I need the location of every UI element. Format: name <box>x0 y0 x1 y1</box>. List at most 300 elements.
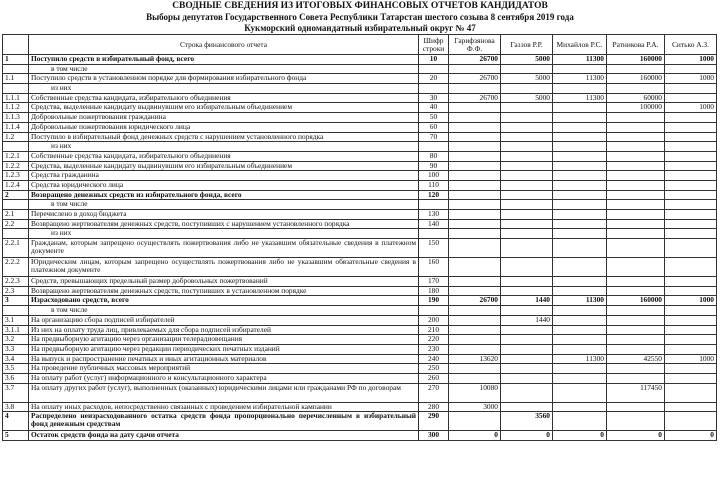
row-code: 30 <box>419 93 449 103</box>
row-code: 10 <box>419 55 449 65</box>
row-code <box>419 84 449 94</box>
row-value: 0 <box>607 431 665 441</box>
row-value <box>449 190 501 200</box>
row-value <box>501 190 553 200</box>
row-value: 3560 <box>501 412 553 431</box>
row-value <box>501 171 553 181</box>
row-value <box>553 364 607 374</box>
row-code: 150 <box>419 239 449 258</box>
row-text: Поступило средств в избирательный фонд, всего <box>29 55 419 65</box>
row-value <box>607 315 665 325</box>
table-row <box>3 277 717 287</box>
row-value <box>449 103 501 113</box>
row-text: Поступило средств в установленном порядке для формирования избирательного фонда <box>29 74 419 84</box>
row-value <box>553 122 607 132</box>
row-value <box>501 180 553 190</box>
row-value <box>607 402 665 412</box>
row-value <box>449 412 501 431</box>
row-number <box>3 84 29 94</box>
row-value <box>665 286 717 296</box>
row-value <box>501 383 553 402</box>
row-text: На оплату других работ (услуг), выполненных (оказанных) юридическими лицами или гражданами РФ по договорам <box>29 383 419 402</box>
row-value <box>449 142 501 152</box>
row-value: 26700 <box>449 74 501 84</box>
header-line: Строка финансового отчета <box>29 35 419 55</box>
table-row <box>3 200 717 210</box>
row-text: Собственные средства кандидата, избирательного объединения <box>29 93 419 103</box>
row-value: 26700 <box>449 296 501 306</box>
row-code: 130 <box>419 210 449 220</box>
table-row <box>3 74 717 84</box>
row-code: 240 <box>419 354 449 364</box>
row-value <box>553 64 607 74</box>
row-number: 2.2.1 <box>3 239 29 258</box>
row-value <box>607 344 665 354</box>
row-text: Израсходовано средств, всего <box>29 296 419 306</box>
row-code: 280 <box>419 402 449 412</box>
row-value <box>449 161 501 171</box>
row-text: Юридическим лицам, которым запрещено осуществлять пожертвования либо не указавшим обязательные сведения в платежном документе <box>29 258 419 277</box>
row-code: 170 <box>419 277 449 287</box>
table-row <box>3 354 717 364</box>
header-candidate: Ратникова Р.А. <box>607 35 665 55</box>
row-value <box>501 286 553 296</box>
row-number: 1.1.4 <box>3 122 29 132</box>
row-value <box>553 335 607 345</box>
row-number: 1.1 <box>3 74 29 84</box>
row-value <box>553 132 607 142</box>
row-code: 210 <box>419 325 449 335</box>
row-text: Собственные средства кандидата, избирательного объединения <box>29 151 419 161</box>
row-code: 230 <box>419 344 449 354</box>
table-row <box>3 229 717 239</box>
row-value <box>501 142 553 152</box>
row-code: 90 <box>419 161 449 171</box>
table-row <box>3 373 717 383</box>
row-value <box>665 93 717 103</box>
row-value <box>501 364 553 374</box>
row-value <box>553 161 607 171</box>
row-code <box>419 142 449 152</box>
row-value: 1440 <box>501 296 553 306</box>
row-value <box>607 277 665 287</box>
row-value <box>501 344 553 354</box>
row-value <box>665 229 717 239</box>
row-value <box>665 239 717 258</box>
row-value <box>553 344 607 354</box>
row-value <box>501 306 553 316</box>
row-value <box>449 277 501 287</box>
row-text: Средств, превышающих предельный размер добровольных пожертвований <box>29 277 419 287</box>
row-value <box>607 142 665 152</box>
row-text: Возвращено жертвователям денежных средств, поступивших с нарушением установленного порядка <box>29 219 419 229</box>
table-row <box>3 412 717 431</box>
row-value: 160000 <box>607 296 665 306</box>
row-value <box>449 364 501 374</box>
row-code: 120 <box>419 190 449 200</box>
row-value <box>607 64 665 74</box>
row-value: 1000 <box>665 103 717 113</box>
row-value <box>553 210 607 220</box>
row-value <box>449 200 501 210</box>
row-value <box>665 171 717 181</box>
row-value <box>665 190 717 200</box>
row-value <box>449 315 501 325</box>
row-value <box>607 373 665 383</box>
row-value <box>553 325 607 335</box>
row-value: 1000 <box>665 55 717 65</box>
row-value: 1000 <box>665 296 717 306</box>
row-value <box>553 219 607 229</box>
row-value <box>553 373 607 383</box>
row-value <box>665 335 717 345</box>
table-row <box>3 258 717 277</box>
row-value <box>665 210 717 220</box>
row-number: 1.1.1 <box>3 93 29 103</box>
row-number: 2.2.2 <box>3 258 29 277</box>
row-value <box>449 286 501 296</box>
row-value <box>553 200 607 210</box>
row-text: Поступило в избирательный фонд денежных средств с нарушением установленного порядка <box>29 132 419 142</box>
row-value <box>449 219 501 229</box>
row-value <box>553 383 607 402</box>
row-number: 1.2.4 <box>3 180 29 190</box>
row-value <box>665 306 717 316</box>
table-row <box>3 210 717 220</box>
row-value <box>449 210 501 220</box>
row-value <box>553 306 607 316</box>
table-row <box>3 103 717 113</box>
report-title: СВОДНЫЕ СВЕДЕНИЯ ИЗ ИТОГОВЫХ ФИНАНСОВЫХ ОТЧЕТОВ КАНДИДАТОВ <box>172 1 548 11</box>
row-value <box>501 277 553 287</box>
header-candidate: Ситько А.З. <box>665 35 717 55</box>
row-number: 1.2.3 <box>3 171 29 181</box>
row-value <box>553 277 607 287</box>
table-row <box>3 296 717 306</box>
row-value <box>607 239 665 258</box>
row-value <box>607 171 665 181</box>
row-value <box>449 151 501 161</box>
table-row <box>3 315 717 325</box>
row-value <box>607 190 665 200</box>
row-value: 11300 <box>553 93 607 103</box>
row-value <box>607 200 665 210</box>
row-text: На проведение публичных массовых мероприятий <box>29 364 419 374</box>
row-text: в том числе <box>29 200 419 210</box>
row-code <box>419 200 449 210</box>
row-value: 26700 <box>449 93 501 103</box>
row-value <box>607 335 665 345</box>
row-number: 3.5 <box>3 364 29 374</box>
row-text: Гражданам, которым запрещено осуществлять пожертвования либо не указавшим обязательные сведения в платежном документе <box>29 239 419 258</box>
row-text: На выпуск и распространение печатных и иных агитационных материалов <box>29 354 419 364</box>
row-value <box>449 113 501 123</box>
row-value <box>501 219 553 229</box>
row-value <box>665 200 717 210</box>
row-number: 3.8 <box>3 402 29 412</box>
row-code <box>419 64 449 74</box>
row-value <box>607 180 665 190</box>
row-number: 1.1.2 <box>3 103 29 113</box>
row-code: 20 <box>419 74 449 84</box>
row-value <box>501 354 553 364</box>
row-number: 3.3 <box>3 344 29 354</box>
row-code: 80 <box>419 151 449 161</box>
table-row <box>3 402 717 412</box>
row-value <box>501 84 553 94</box>
table-row <box>3 219 717 229</box>
row-value <box>607 325 665 335</box>
row-number: 1 <box>3 55 29 65</box>
row-number: 1.2.2 <box>3 161 29 171</box>
table-row <box>3 151 717 161</box>
row-text: На организацию сбора подписей избирателей <box>29 315 419 325</box>
row-code: 70 <box>419 132 449 142</box>
row-number <box>3 229 29 239</box>
row-value <box>449 229 501 239</box>
row-value <box>607 161 665 171</box>
row-value <box>553 258 607 277</box>
row-text: Средства юридического лица <box>29 180 419 190</box>
row-value: 0 <box>665 431 717 441</box>
row-value <box>553 229 607 239</box>
row-value <box>665 315 717 325</box>
table-header-row <box>3 35 717 55</box>
row-value <box>553 84 607 94</box>
row-number: 3.1 <box>3 315 29 325</box>
row-value <box>665 113 717 123</box>
row-value <box>449 258 501 277</box>
row-value <box>501 229 553 239</box>
row-value <box>553 402 607 412</box>
row-value <box>607 364 665 374</box>
row-value <box>607 132 665 142</box>
row-text: На оплату работ (услуг) информационного и консультационного характера <box>29 373 419 383</box>
row-value <box>553 239 607 258</box>
row-text: Средства, выделенные кандидату выдвинувшим его избирательным объединением <box>29 103 419 113</box>
row-value <box>665 383 717 402</box>
row-text: из них <box>29 84 419 94</box>
row-code: 40 <box>419 103 449 113</box>
row-value <box>665 258 717 277</box>
row-value <box>449 84 501 94</box>
row-value: 10080 <box>449 383 501 402</box>
table-row <box>3 142 717 152</box>
table-row <box>3 431 717 441</box>
row-value <box>607 122 665 132</box>
row-value <box>607 258 665 277</box>
row-value <box>607 306 665 316</box>
header-candidate: Михайлов Р.С. <box>553 35 607 55</box>
row-value <box>607 412 665 431</box>
row-value: 11300 <box>553 354 607 364</box>
row-value: 5000 <box>501 55 553 65</box>
row-code: 160 <box>419 258 449 277</box>
row-value: 1000 <box>665 354 717 364</box>
row-value <box>449 171 501 181</box>
row-value: 1000 <box>665 74 717 84</box>
row-number: 2 <box>3 190 29 200</box>
row-value: 11300 <box>553 296 607 306</box>
row-value <box>501 122 553 132</box>
row-value <box>665 64 717 74</box>
table-row <box>3 190 717 200</box>
row-number: 3 <box>3 296 29 306</box>
row-code: 290 <box>419 412 449 431</box>
row-text: Распределено неизрасходованного остатка средств фонда пропорционально перечисленным в избирательный фонд денежным средствам <box>29 412 419 431</box>
row-number <box>3 306 29 316</box>
row-code: 180 <box>419 286 449 296</box>
header-code: Шифр строки <box>419 35 449 55</box>
row-value <box>665 373 717 383</box>
row-value <box>449 335 501 345</box>
row-text: Добровольные пожертвования гражданина <box>29 113 419 123</box>
row-value <box>665 142 717 152</box>
row-value <box>501 402 553 412</box>
row-code: 190 <box>419 296 449 306</box>
table-row <box>3 364 717 374</box>
row-value <box>665 219 717 229</box>
row-code: 60 <box>419 122 449 132</box>
header-candidate: Гарифзянова Ф.Ф. <box>449 35 501 55</box>
row-value <box>553 315 607 325</box>
row-value <box>501 103 553 113</box>
district-name: Кукморский одномандатный избирательный округ № 47 <box>244 23 476 33</box>
table-row <box>3 55 717 65</box>
election-subtitle: Выборы депутатов Государственного Совета Республики Татарстан шестого созыва 8 сентября 2019 года <box>146 12 574 22</box>
row-value <box>449 344 501 354</box>
row-value <box>449 325 501 335</box>
row-code: 270 <box>419 383 449 402</box>
row-value <box>665 344 717 354</box>
row-code: 250 <box>419 364 449 374</box>
row-code <box>419 306 449 316</box>
table-row <box>3 64 717 74</box>
row-text: На предвыборную агитацию через организации телерадиовещания <box>29 335 419 345</box>
row-value <box>501 151 553 161</box>
row-text: На оплату иных расходов, непосредственно связанных с проведением избирательной кампании <box>29 402 419 412</box>
row-value <box>665 161 717 171</box>
table-row <box>3 306 717 316</box>
row-value <box>553 171 607 181</box>
table-row <box>3 383 717 402</box>
table-row <box>3 325 717 335</box>
row-value <box>553 412 607 431</box>
row-value <box>501 113 553 123</box>
row-value <box>665 84 717 94</box>
row-text: Средства, выделенные кандидату выдвинувшим его избирательным объединением <box>29 161 419 171</box>
table-row <box>3 132 717 142</box>
row-text: Возвращено денежных средств из избирательного фонда, всего <box>29 190 419 200</box>
row-text: Из них на оплату труда лиц, привлекаемых для сбора подписей избирателей <box>29 325 419 335</box>
row-value <box>665 364 717 374</box>
table-row <box>3 335 717 345</box>
row-text: в том числе <box>29 306 419 316</box>
row-value: 13620 <box>449 354 501 364</box>
row-number: 5 <box>3 431 29 441</box>
row-text: Средства гражданина <box>29 171 419 181</box>
row-value: 11300 <box>553 55 607 65</box>
row-number: 3.7 <box>3 383 29 402</box>
row-code: 200 <box>419 315 449 325</box>
row-code <box>419 229 449 239</box>
row-value <box>553 286 607 296</box>
row-value <box>501 64 553 74</box>
row-number: 3.4 <box>3 354 29 364</box>
row-code: 260 <box>419 373 449 383</box>
row-value: 0 <box>553 431 607 441</box>
row-value <box>449 306 501 316</box>
row-value <box>607 219 665 229</box>
row-value <box>501 239 553 258</box>
row-code: 100 <box>419 171 449 181</box>
row-number <box>3 200 29 210</box>
table-row <box>3 286 717 296</box>
row-text: Перечислено в доход бюджета <box>29 210 419 220</box>
row-text: Остаток средств фонда на дату сдачи отчета <box>29 431 419 441</box>
row-value <box>449 122 501 132</box>
row-value: 0 <box>501 431 553 441</box>
row-value <box>607 84 665 94</box>
row-value <box>553 151 607 161</box>
row-code: 140 <box>419 219 449 229</box>
row-value: 160000 <box>607 74 665 84</box>
row-number: 1.2.1 <box>3 151 29 161</box>
row-text: из них <box>29 229 419 239</box>
table-row <box>3 239 717 258</box>
table-row <box>3 161 717 171</box>
row-value <box>607 229 665 239</box>
row-value <box>665 151 717 161</box>
row-number: 3.1.1 <box>3 325 29 335</box>
financial-report-table <box>2 34 717 441</box>
row-number <box>3 142 29 152</box>
row-number: 2.1 <box>3 210 29 220</box>
row-text: Возвращено жертвователям денежных средств, поступивших в установленном порядке <box>29 286 419 296</box>
row-number: 2.3 <box>3 286 29 296</box>
row-value: 26700 <box>449 55 501 65</box>
row-value <box>449 132 501 142</box>
row-text: из них <box>29 142 419 152</box>
table-row <box>3 180 717 190</box>
row-value: 1440 <box>501 315 553 325</box>
row-value: 117450 <box>607 383 665 402</box>
row-value <box>665 122 717 132</box>
row-number <box>3 64 29 74</box>
row-value <box>665 402 717 412</box>
row-value: 5000 <box>501 93 553 103</box>
row-text: На предвыборную агитацию через редакции периодических печатных изданий <box>29 344 419 354</box>
row-value <box>501 258 553 277</box>
row-value <box>665 180 717 190</box>
row-value: 11300 <box>553 74 607 84</box>
row-value: 0 <box>449 431 501 441</box>
row-text: Добровольные пожертвования юридического лица <box>29 122 419 132</box>
row-value: 160000 <box>607 55 665 65</box>
row-number: 2.2.3 <box>3 277 29 287</box>
row-number: 3.2 <box>3 335 29 345</box>
row-value <box>665 132 717 142</box>
row-value: 100000 <box>607 103 665 113</box>
row-number: 4 <box>3 412 29 431</box>
table-row <box>3 344 717 354</box>
row-value <box>501 132 553 142</box>
row-value <box>607 286 665 296</box>
table-row <box>3 122 717 132</box>
row-value <box>501 210 553 220</box>
table-row <box>3 93 717 103</box>
row-code: 50 <box>419 113 449 123</box>
